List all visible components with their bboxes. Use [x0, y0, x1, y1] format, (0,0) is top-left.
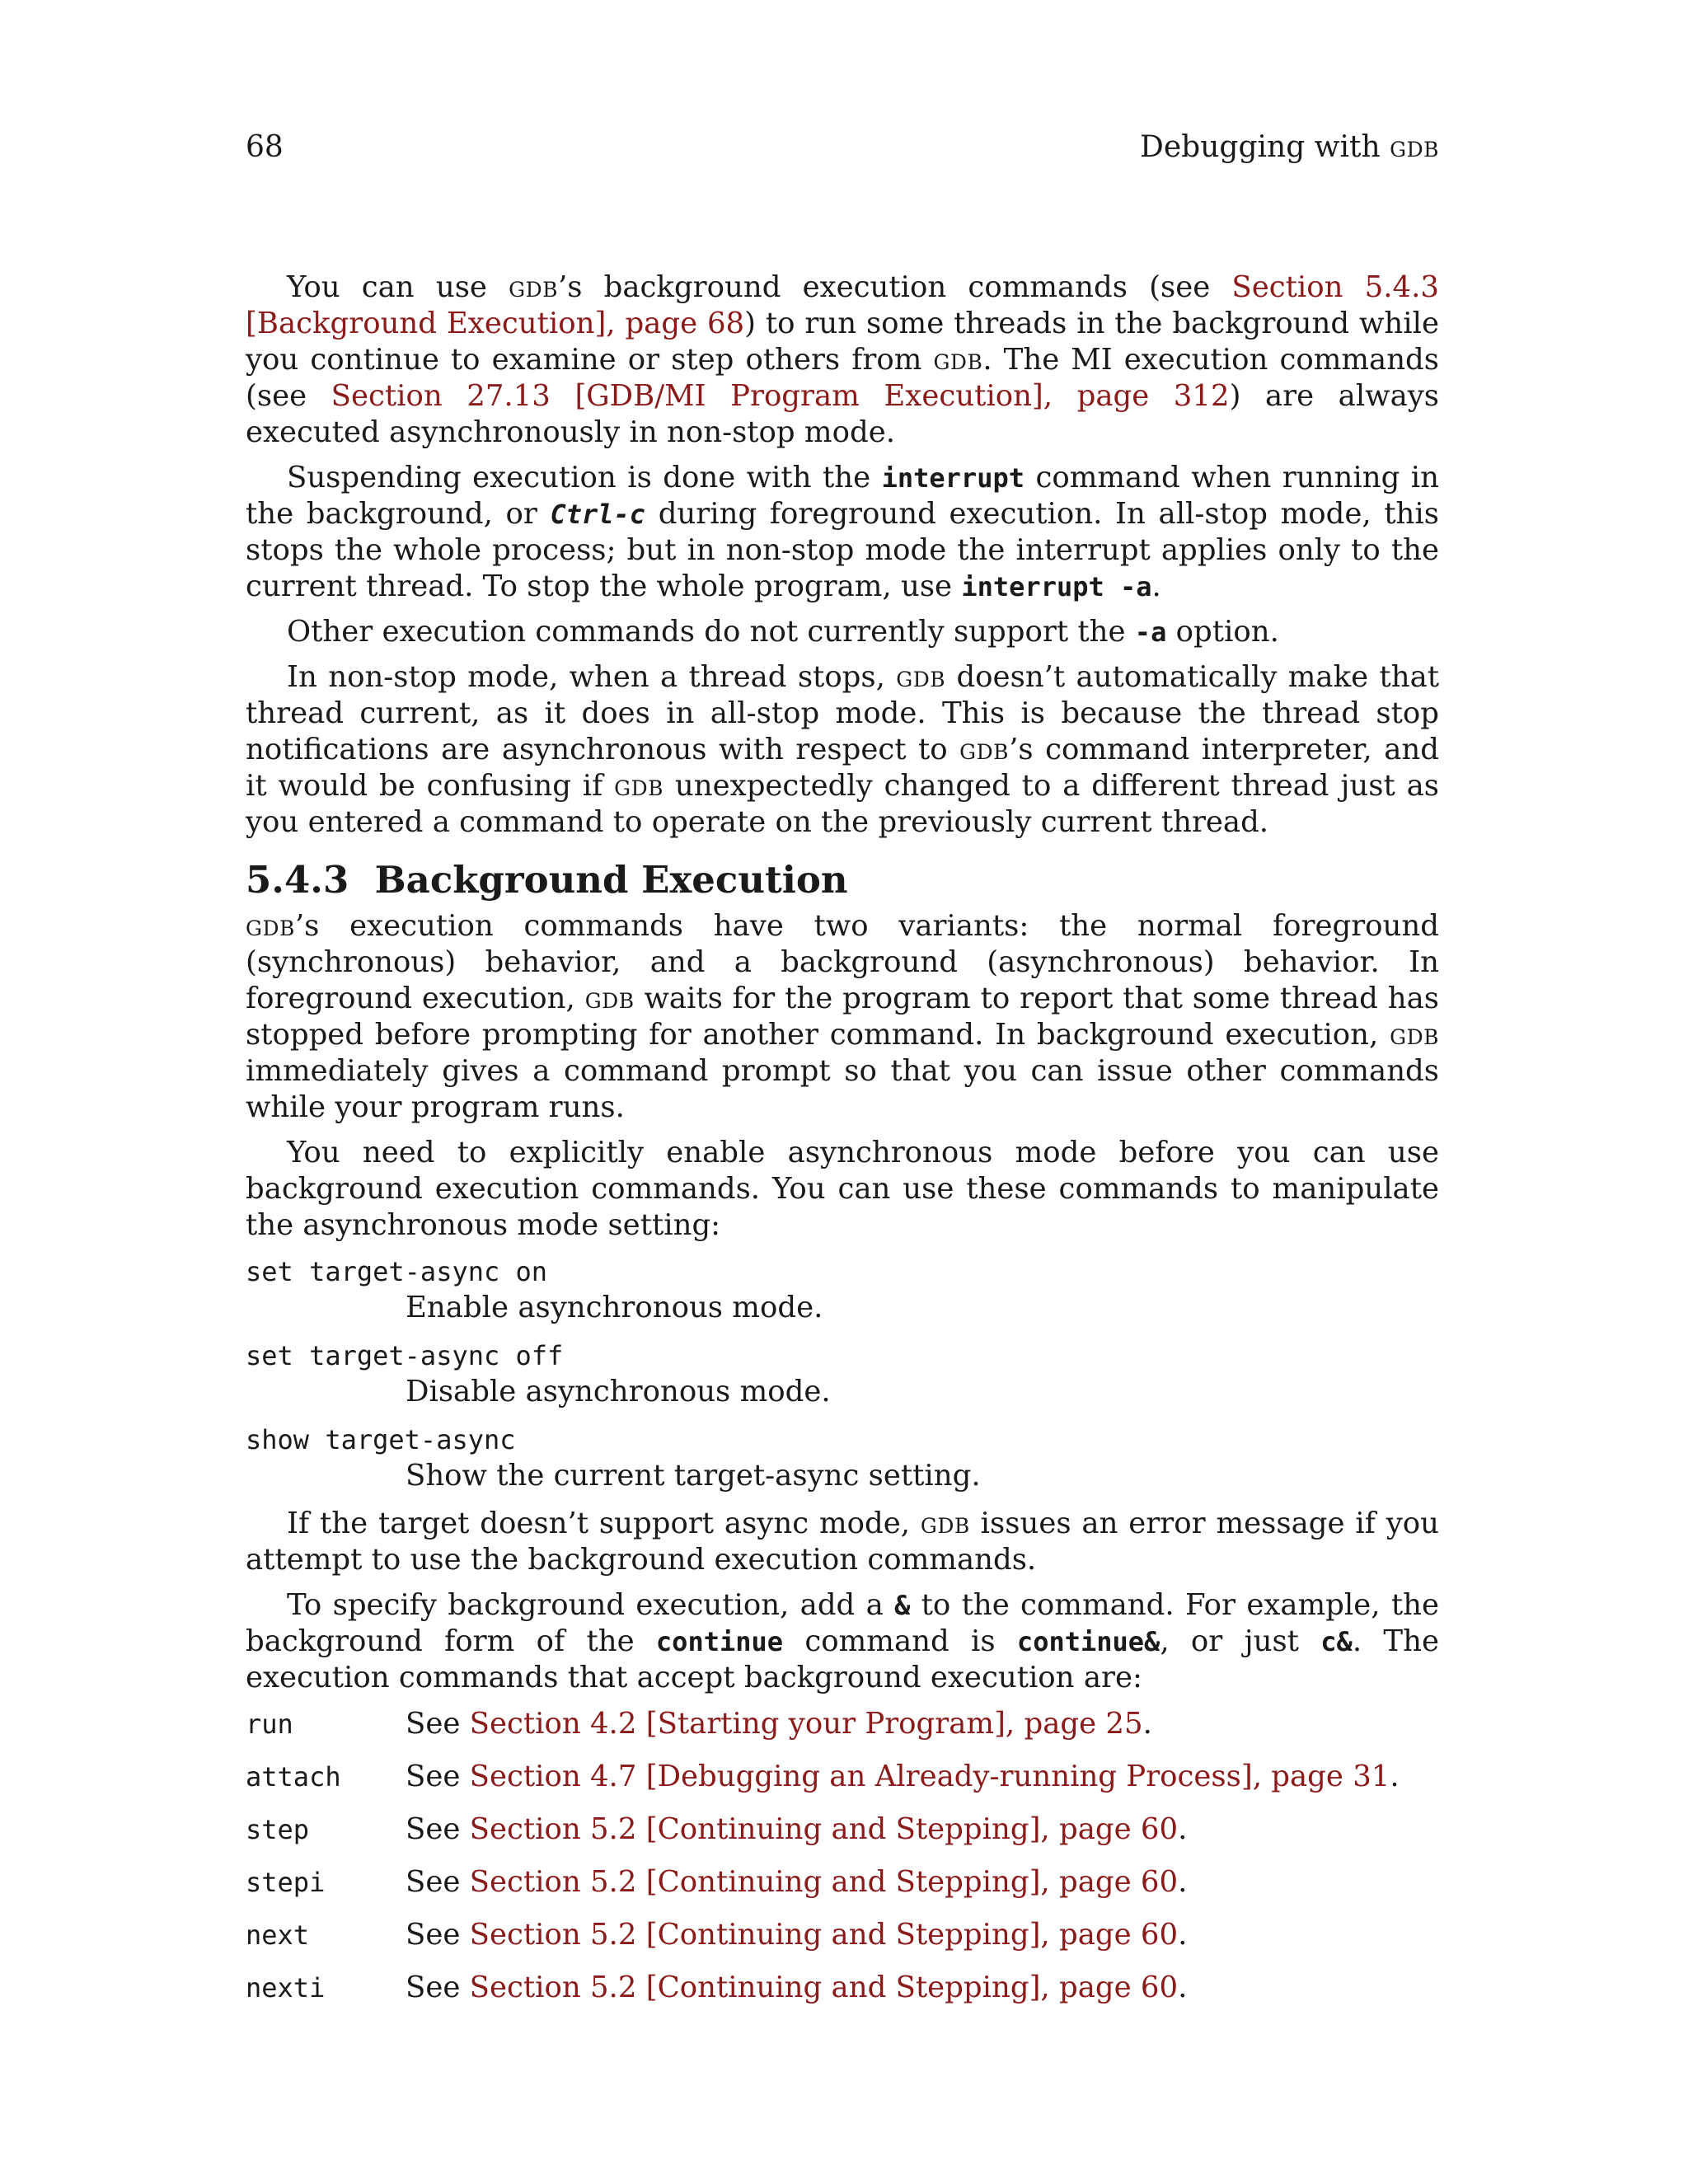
- page-body: [246, 269, 1439, 2022]
- exec-command-row: stepi See Section 5.2 [Continuing and Stepping], page 60.: [246, 1865, 1188, 1899]
- exec-command-row: run See Section 4.2 [Starting your Program], page 25.: [246, 1707, 1152, 1741]
- async-command-desc: Disable asynchronous mode.: [406, 1375, 831, 1408]
- code-c-amp: c&: [1320, 1626, 1353, 1657]
- code-continue-amp: continue&: [1016, 1626, 1160, 1657]
- paragraph-enable-async: You need to explicitly enable asynchronous mode before you can use background execution commands. You can use these commands to manipulate the asynchronous mode setting:: [246, 1136, 1439, 1242]
- link-continuing-stepping[interactable]: Section 5.2 [Continuing and Stepping], page 60: [469, 1812, 1179, 1846]
- page-number: 68: [246, 130, 284, 164]
- async-command-list: [246, 1254, 1439, 1494]
- paragraph-background-commands: You can use gdb’s background execution commands (see Section 5.4.3 [Background Execution], page 68) to run some threads in the background while you continue to examine or step others from gdb. The MI execution commands (see Section 27.13 [GDB/MI Program Execution], page 312) are always executed asynchronously in non-stop mode.: [246, 270, 1440, 449]
- link-continuing-stepping[interactable]: Section 5.2 [Continuing and Stepping], page 60: [469, 1971, 1179, 2004]
- async-command-desc: Show the current target-async setting.: [406, 1459, 981, 1493]
- exec-command-name: run: [246, 1708, 293, 1740]
- code-continue: continue: [655, 1626, 784, 1657]
- paragraph-other-commands: Other execution commands do not currently support the -a option.: [287, 615, 1279, 649]
- code-interrupt: interrupt: [881, 462, 1025, 494]
- running-title: Debugging with gdb: [1140, 130, 1439, 164]
- paragraph-non-stop-mode: In non-stop mode, when a thread stops, gdb doesn’t automatically make that thread current, as it does in all-stop mode. This is because the thread stop notifications are asynchronous with respect to gdb’s command interpreter, and it would be confusing if gdb unexpectedly changed to a different thread just as you entered a command to operate on the previously current thread.: [246, 660, 1439, 839]
- code-ctrl-c: Ctrl-c: [550, 499, 646, 530]
- exec-command-name: nexti: [246, 1972, 326, 2004]
- exec-command-name: next: [246, 1919, 310, 1951]
- exec-command-row: next See Section 5.2 [Continuing and Stepping], page 60.: [246, 1918, 1188, 1952]
- paragraph-execution-variants: gdb’s execution commands have two variants: the normal foreground (synchronous) behavior, and a background (asynchronous) behavior. In foreground execution, gdb waits for the program to report that some thread has stopped before prompting for another command. In background execution, gdb immediately gives a command prompt so that you can issue other commands while your program runs.: [246, 909, 1439, 1124]
- exec-command-list: [246, 1706, 1439, 2022]
- exec-command-row: attach See Section 4.7 [Debugging an Already-running Process], page 31.: [246, 1760, 1400, 1793]
- link-continuing-stepping[interactable]: Section 5.2 [Continuing and Stepping], page 60: [469, 1918, 1179, 1952]
- code-a-option: -a: [1134, 616, 1167, 648]
- link-background-execution[interactable]: Section 5.4.3 [Background Execution], page 68: [246, 270, 1439, 340]
- link-debugging-running-process[interactable]: Section 4.7 [Debugging an Already-running Process], page 31: [469, 1760, 1390, 1793]
- link-continuing-stepping[interactable]: Section 5.2 [Continuing and Stepping], page 60: [469, 1865, 1179, 1899]
- link-gdb-mi-program-execution[interactable]: Section 27.13 [GDB/MI Program Execution], page 312: [331, 379, 1230, 413]
- async-command-desc: Enable asynchronous mode.: [406, 1291, 823, 1324]
- running-header: [246, 128, 1439, 167]
- exec-command-name: step: [246, 1814, 310, 1845]
- code-interrupt-a: interrupt -a: [961, 571, 1152, 602]
- exec-command-name: attach: [246, 1761, 341, 1793]
- async-command-term: set target-async on: [246, 1256, 548, 1287]
- paragraph-async-unsupported: If the target doesn’t support async mode, gdb issues an error message if you attempt to use the background execution commands.: [246, 1507, 1439, 1577]
- code-ampersand: &: [894, 1590, 911, 1621]
- section-heading: 5.4.3 Background Execution: [246, 858, 848, 902]
- async-command-term: set target-async off: [246, 1340, 564, 1371]
- async-command-term: show target-async: [246, 1424, 516, 1455]
- paragraph-specify-background: To specify background execution, add a & to the command. For example, the background form of the continue command is continue&, or just c&. The execution commands that accept background execution are:: [246, 1588, 1439, 1694]
- exec-command-row: step See Section 5.2 [Continuing and Stepping], page 60.: [246, 1812, 1188, 1846]
- exec-command-name: stepi: [246, 1867, 326, 1898]
- exec-command-row: nexti See Section 5.2 [Continuing and Stepping], page 60.: [246, 1971, 1188, 2004]
- paragraph-suspending-execution: Suspending execution is done with the interrupt command when running in the background, or Ctrl-c during foreground execution. In all-stop mode, this stops the whole process; but in non-stop mode the interrupt applies only to the current thread. To stop the whole program, use interrupt -a.: [246, 461, 1439, 603]
- link-starting-program[interactable]: Section 4.2 [Starting your Program], page 25: [469, 1707, 1143, 1741]
